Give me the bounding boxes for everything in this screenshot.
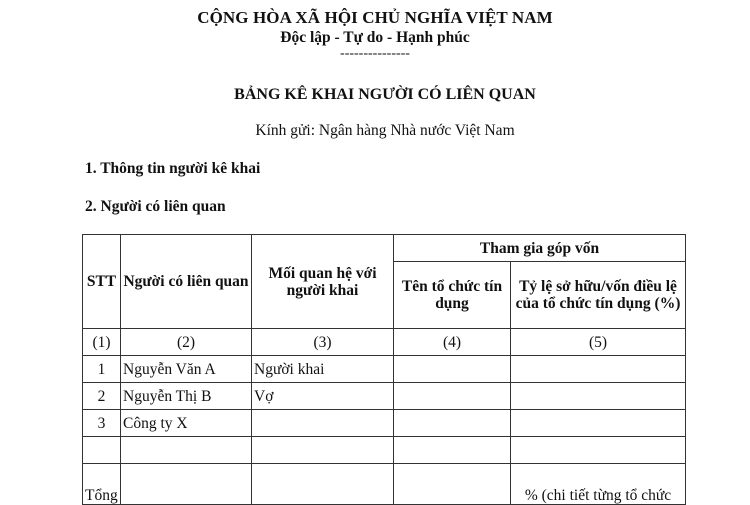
header-stt: STT (83, 235, 121, 329)
cell-related-person: Nguyễn Văn A (121, 356, 252, 383)
table-row (83, 356, 686, 383)
cell-related-person: Công ty X (121, 410, 252, 437)
column-number: (3) (252, 329, 394, 356)
cell-credit-institution (394, 410, 511, 437)
cell-relationship: Vợ (252, 383, 394, 410)
table-row (83, 383, 686, 410)
column-number: (5) (511, 329, 686, 356)
cell-stt: 3 (83, 410, 121, 437)
section-heading-related-persons: 2. Người có liên quan (85, 198, 226, 215)
header-ownership-ratio: Tỷ lệ sở hữu/vốn điều lệ của tổ chức tín dụng (%) (511, 262, 686, 329)
cell-relationship: Người khai (252, 356, 394, 383)
cell-total-org (394, 464, 511, 505)
table-row (83, 437, 686, 464)
cell-related-person: Nguyễn Thị B (121, 383, 252, 410)
cell-credit-institution (394, 383, 511, 410)
header-separator: --------------- (340, 46, 410, 61)
header-credit-institution-name: Tên tổ chức tín dụng (394, 262, 511, 329)
cell-ownership-ratio (511, 437, 686, 464)
cell-total-person (121, 464, 252, 505)
total-label: Tổng (83, 464, 121, 505)
total-note: % (chi tiết từng tổ chức (511, 464, 686, 505)
cell-stt: 2 (83, 383, 121, 410)
column-number: (4) (394, 329, 511, 356)
cell-ownership-ratio (511, 356, 686, 383)
cell-relationship (252, 437, 394, 464)
total-row (83, 464, 686, 505)
cell-ownership-ratio (511, 383, 686, 410)
header-capital-contribution: Tham gia góp vốn (394, 235, 686, 262)
column-number: (2) (121, 329, 252, 356)
cell-related-person (121, 437, 252, 464)
table-row (83, 410, 686, 437)
column-number-row (83, 329, 686, 356)
addressee: Kính gửi: Ngân hàng Nhà nước Việt Nam (255, 122, 515, 139)
cell-ownership-ratio (511, 410, 686, 437)
cell-relationship (252, 410, 394, 437)
cell-credit-institution (394, 437, 511, 464)
related-persons-table (82, 234, 686, 505)
document-title: BẢNG KÊ KHAI NGƯỜI CÓ LIÊN QUAN (234, 86, 536, 103)
cell-total-relationship (252, 464, 394, 505)
cell-stt: 1 (83, 356, 121, 383)
header-related-person: Người có liên quan (121, 235, 252, 329)
column-number: (1) (83, 329, 121, 356)
cell-credit-institution (394, 356, 511, 383)
section-heading-declarant-info: 1. Thông tin người kê khai (85, 160, 261, 177)
motto: Độc lập - Tự do - Hạnh phúc (280, 29, 470, 46)
cell-stt (83, 437, 121, 464)
nation-title: CỘNG HÒA XÃ HỘI CHỦ NGHĨA VIỆT NAM (197, 8, 553, 27)
header-relationship: Mối quan hệ với người khai (252, 235, 394, 329)
